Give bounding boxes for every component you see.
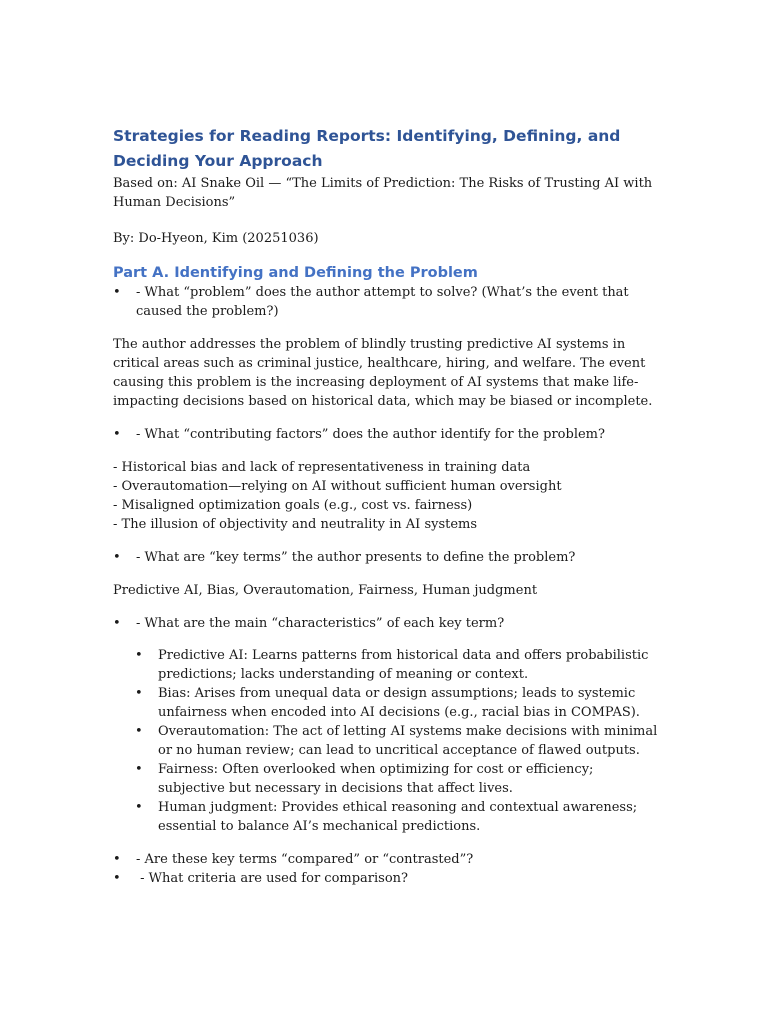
characteristic-item [135,646,658,684]
characteristic-text: Fairness: Often overlooked when optimizing for cost or efficiency; subjective but necessary in decisions that affect lives. [158,762,594,796]
bullet-icon: • [113,616,121,631]
question-text: - What are the main “characteristics” of each key term? [136,616,505,631]
characteristic-item [135,798,658,836]
factor-item: - Overautomation—relying on AI without sufficient human oversight [113,479,562,494]
question-problem [113,283,658,321]
question-text: - What criteria are used for comparison? [136,871,409,886]
factor-item: - Historical bias and lack of representativeness in training data [113,460,531,475]
bullet-icon: • [113,852,121,867]
bullet-icon: • [113,550,121,565]
characteristics-list [113,646,658,836]
bullet-icon: • [135,686,143,701]
bullet-icon: • [135,648,143,663]
question-key-terms [113,548,658,567]
answer-problem: The author addresses the problem of blindly trusting predictive AI systems in critical areas such as criminal justice, healthcare, hiring, and welfare. The event causing this problem is the increasing deployment of AI systems that make life-impacting decisions based on historical data, which may be biased or incomplete. [113,337,653,409]
answer-key-terms: Predictive AI, Bias, Overautomation, Fairness, Human judgment [113,583,538,598]
question-text: - What “problem” does the author attempt to solve? (What’s the event that caused the problem?) [136,285,629,319]
document-title: Strategies for Reading Reports: Identifying, Defining, and Deciding Your Approach [113,127,621,170]
question-factors [113,425,658,444]
characteristic-item [135,684,658,722]
author-line: By: Do-Hyeon, Kim (20251036) [113,231,319,246]
bullet-icon: • [113,871,121,886]
bullet-icon: • [113,285,121,300]
characteristic-text: Predictive AI: Learns patterns from historical data and offers probabilistic predictions; lacks understanding of meaning or context. [158,648,649,682]
bullet-icon: • [113,427,121,442]
factor-item: - Misaligned optimization goals (e.g., cost vs. fairness) [113,498,473,513]
question-text: - What are “key terms” the author presents to define the problem? [136,550,576,565]
question-text: - Are these key terms “compared” or “contrasted”? [136,852,474,867]
question-text: - What “contributing factors” does the author identify for the problem? [136,427,605,442]
bullet-icon: • [135,762,143,777]
characteristic-text: Overautomation: The act of letting AI systems make decisions with minimal or no human review; can lead to uncritical acceptance of flawed outputs. [158,724,658,758]
question-characteristics [113,614,658,633]
characteristic-text: Human judgment: Provides ethical reasoning and contextual awareness; essential to balance AI’s mechanical predictions. [158,800,638,834]
factors-list [113,458,658,534]
part-a-heading: Part A. Identifying and Defining the Problem [113,265,478,281]
characteristic-item [135,760,658,798]
bullet-icon: • [135,724,143,739]
question-criteria [113,869,658,888]
question-compared [113,850,658,869]
document-body [113,124,658,888]
factor-item: - The illusion of objectivity and neutrality in AI systems [113,517,478,532]
characteristic-item [135,722,658,760]
characteristic-text: Bias: Arises from unequal data or design assumptions; leads to systemic unfairness when encoded into AI decisions (e.g., racial bias in COMPAS). [158,686,640,720]
based-on-line: Based on: AI Snake Oil — “The Limits of Prediction: The Risks of Trusting AI with Human Decisions” [113,176,653,210]
bullet-icon: • [135,800,143,815]
